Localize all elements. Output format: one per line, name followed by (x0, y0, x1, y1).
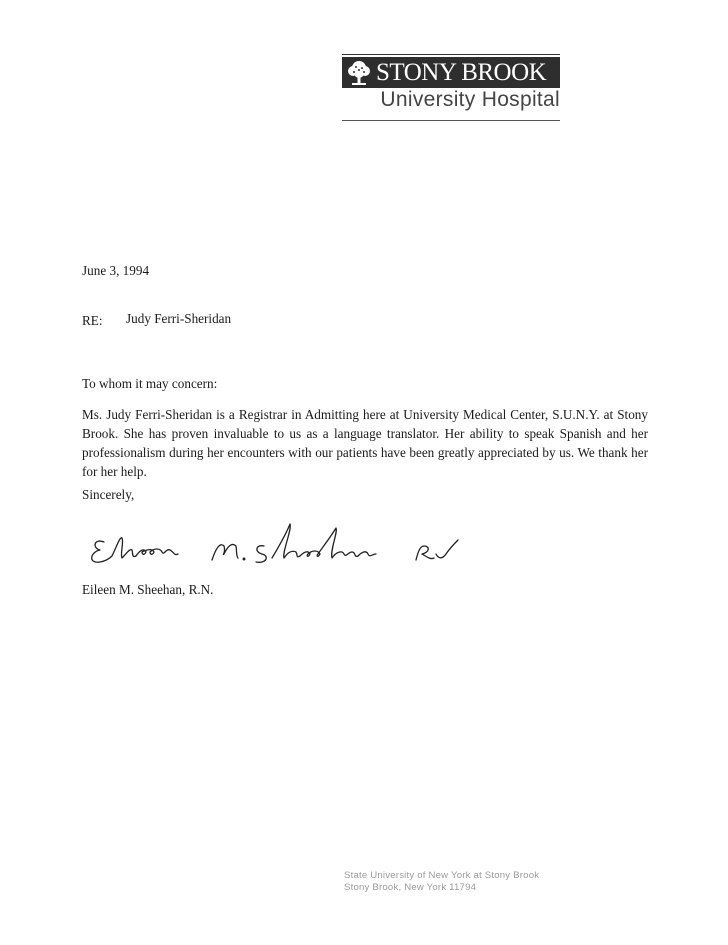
letter-body: Ms. Judy Ferri-Sheridan is a Registrar in Admitting here at University Medical Center, S.U.N.Y. at Stony Brook. She has proven invaluable to us as a language translator. Her ability to speak Spanish and her professionalism during her encounters with our patients have been greatly appreciated by us. We thank her for her help. (82, 407, 648, 479)
signer-name: Eileen M. Sheehan, R.N. (82, 582, 214, 597)
tree-icon (342, 57, 376, 88)
re-label: RE: (82, 313, 103, 328)
brand-subtitle: University Hospital (380, 88, 560, 111)
letterhead-top-rule (342, 54, 560, 55)
salutation: To whom it may concern: (82, 376, 218, 391)
handwritten-signature (86, 518, 526, 578)
letterhead-bottom-rule (342, 120, 560, 121)
logo (342, 57, 560, 88)
re-name: Judy Ferri-Sheridan (126, 311, 232, 326)
closing: Sincerely, (82, 487, 135, 502)
footer-line-2: Stony Brook, New York 11794 (344, 882, 477, 893)
letterhead-footer (344, 870, 539, 894)
footer-line-1: State University of New York at Stony Brook (344, 870, 540, 881)
brand-name: STONY BROOK (376, 59, 547, 86)
letter-date: June 3, 1994 (82, 263, 150, 278)
